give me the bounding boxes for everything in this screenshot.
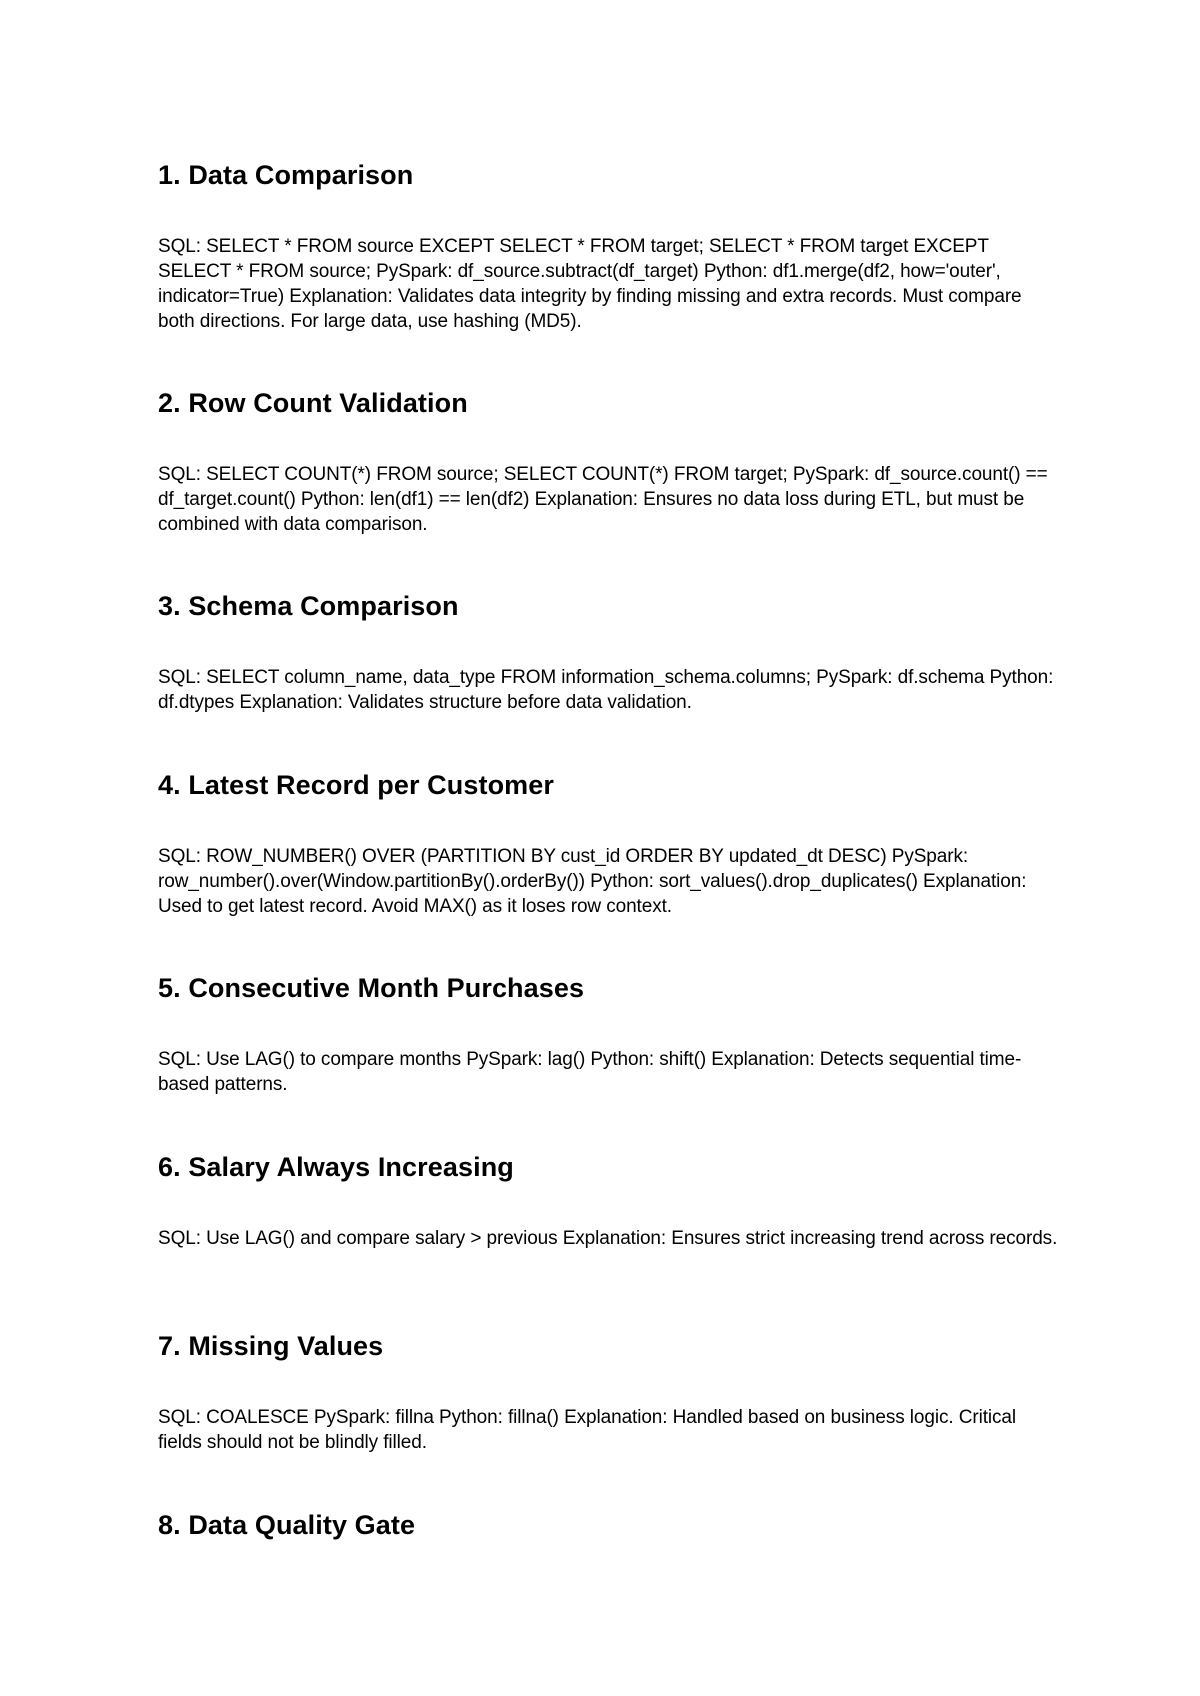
section-data-comparison	[158, 159, 1058, 332]
section-heading: 5. Consecutive Month Purchases	[158, 973, 585, 1003]
section-latest-record-per-customer	[158, 769, 1058, 917]
section-schema-comparison	[158, 590, 1058, 713]
section-heading: 3. Schema Comparison	[158, 591, 459, 621]
section-heading: 4. Latest Record per Customer	[158, 770, 555, 800]
section-text: SQL: SELECT COUNT(*) FROM source; SELECT COUNT(*) FROM target; PySpark: df_source.count() == df_target.count() Python: len(df1) == len(df2) Explanation: Ensures no data loss during ETL, but must be combined with data comparison.	[158, 464, 1048, 535]
section-row-count-validation	[158, 387, 1058, 535]
section-text: SQL: Use LAG() to compare months PySpark: lag() Python: shift() Explanation: Detects sequential time-based patterns.	[158, 1049, 1022, 1095]
section-heading: 7. Missing Values	[158, 1331, 384, 1361]
section-text: SQL: SELECT * FROM source EXCEPT SELECT * FROM target; SELECT * FROM target EXCEPT SELECT * FROM source; PySpark: df_source.subtract(df_target) Python: df1.merge(df2, how='outer', indicator=True) Explanation: Validates data integrity by finding missing and extra records. Must compare both directions. For large data, use hashing (MD5).	[158, 236, 1022, 332]
section-text: SQL: COALESCE PySpark: fillna Python: fillna() Explanation: Handled based on business logic. Critical fields should not be blindly filled.	[158, 1407, 1017, 1453]
section-data-quality-gate	[158, 1509, 1058, 1541]
section-heading: 6. Salary Always Increasing	[158, 1152, 514, 1182]
section-heading: 2. Row Count Validation	[158, 388, 468, 418]
section-heading: 1. Data Comparison	[158, 160, 414, 190]
section-text: SQL: ROW_NUMBER() OVER (PARTITION BY cust_id ORDER BY updated_dt DESC) PySpark: row_number().over(Window.partitionBy().orderBy()) Python: sort_values().drop_duplicates() Explanation: Used to get latest record. Avoid MAX() as it loses row context.	[158, 846, 1027, 917]
section-consecutive-month-purchases	[158, 972, 1058, 1095]
section-text: SQL: Use LAG() and compare salary > previous Explanation: Ensures strict increasing trend across records.	[158, 1228, 1058, 1249]
section-salary-always-increasing	[158, 1151, 1058, 1249]
section-text: SQL: SELECT column_name, data_type FROM information_schema.columns; PySpark: df.schema Python: df.dtypes Explanation: Validates structure before data validation.	[158, 667, 1054, 713]
section-missing-values	[158, 1330, 1058, 1453]
section-heading: 8. Data Quality Gate	[158, 1510, 416, 1540]
